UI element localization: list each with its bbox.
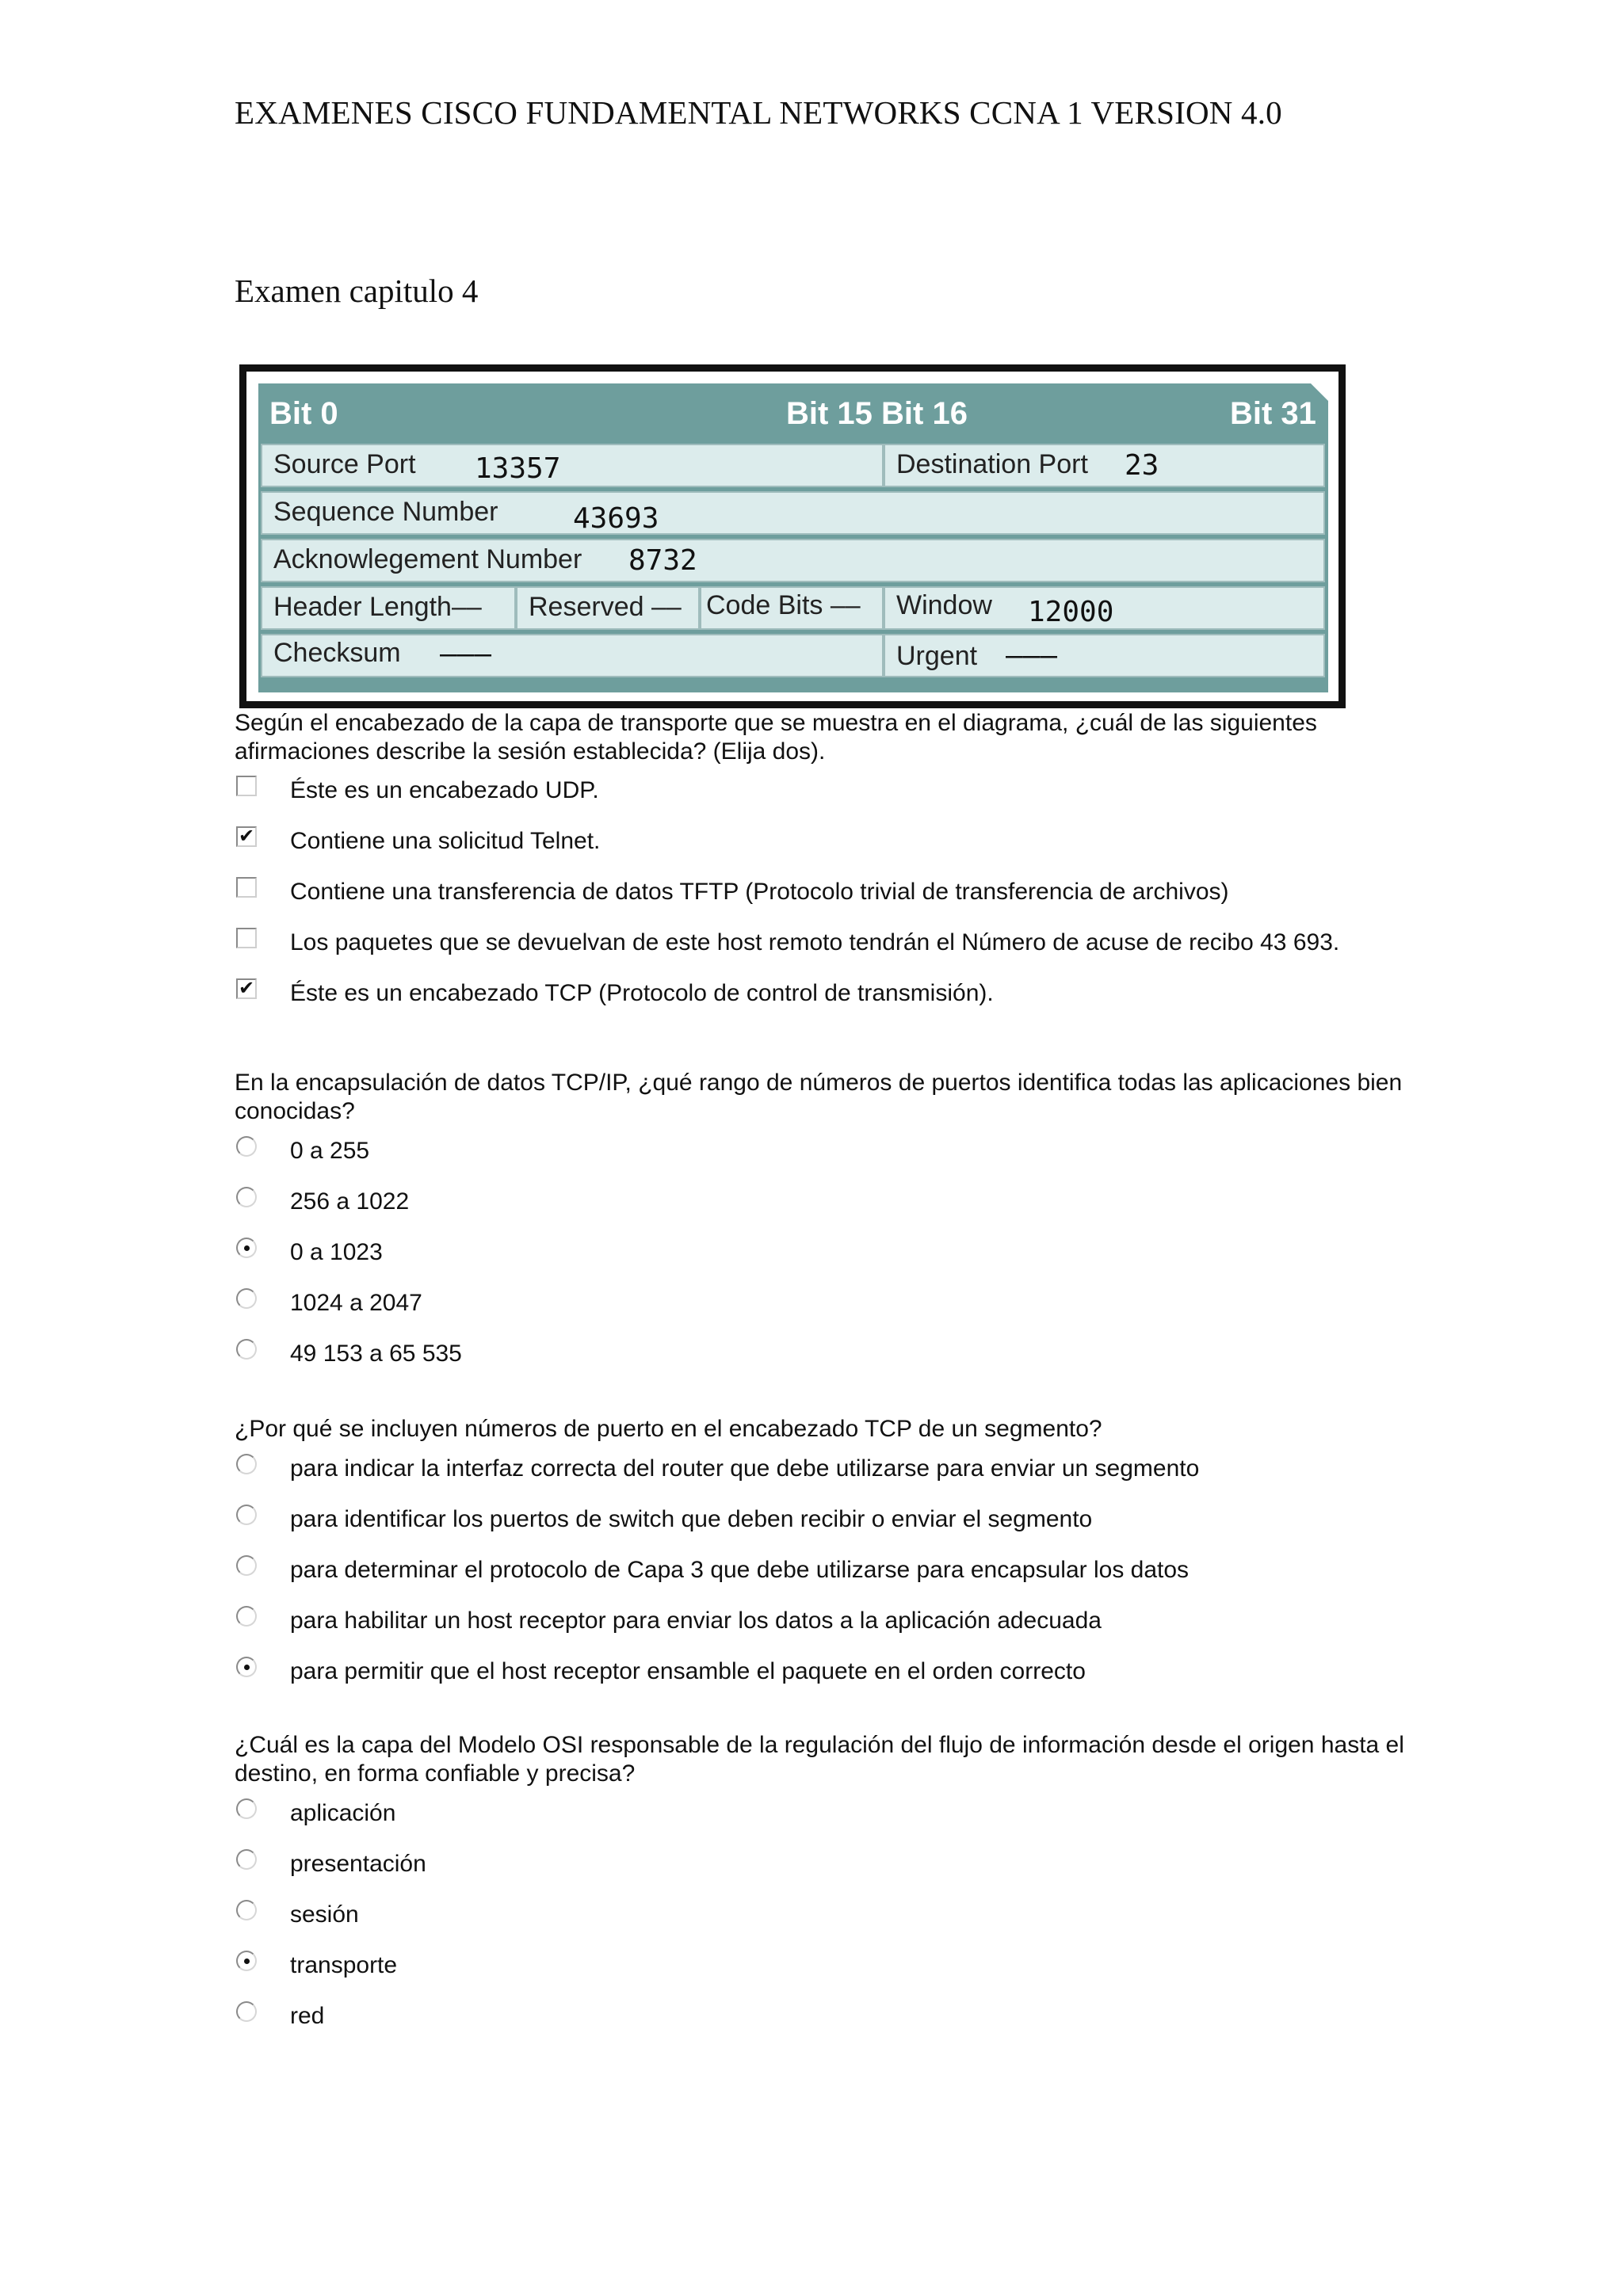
option-label: aplicación	[290, 1800, 396, 1826]
sequence-number-value: 43693	[573, 502, 659, 535]
window-value: 12000	[1028, 596, 1114, 628]
radio-unselected-icon[interactable]	[236, 1505, 257, 1525]
radio-unselected-icon[interactable]	[236, 2001, 257, 2022]
q4-option-5[interactable]	[235, 2000, 710, 2031]
ack-number-value: 8732	[628, 544, 697, 577]
option-label: presentación	[290, 1851, 426, 1877]
option-label: 256 a 1022	[290, 1188, 410, 1215]
option-label: sesión	[290, 1901, 359, 1928]
radio-dot	[244, 1665, 250, 1670]
tcp-row-checksum	[261, 634, 1325, 679]
option-label: para habilitar un host receptor para enviar los datos a la aplicación adecuada	[290, 1608, 1102, 1634]
source-port-cell	[261, 444, 884, 487]
radio-unselected-icon[interactable]	[236, 1900, 257, 1920]
option-label: 0 a 255	[290, 1138, 370, 1164]
sequence-number-cell	[261, 491, 1325, 535]
code-bits-label: Code Bits ––	[706, 590, 861, 620]
radio-unselected-icon[interactable]	[236, 1136, 257, 1157]
option-label: red	[290, 2003, 325, 2029]
chapter-title: Examen capitulo 4	[235, 273, 479, 309]
q3-option-2[interactable]	[235, 1503, 1344, 1535]
ack-number-label: Acknowlegement Number	[273, 544, 582, 574]
bit-31-label: Bit 31	[1230, 396, 1316, 431]
option-label: 49 153 a 65 535	[290, 1341, 462, 1367]
checkbox-unchecked-icon[interactable]	[236, 776, 257, 796]
window-cell	[884, 586, 1325, 630]
option-label: transporte	[290, 1952, 398, 1978]
radio-unselected-icon[interactable]	[236, 1849, 257, 1870]
code-bits-cell	[700, 586, 884, 630]
checksum-cell	[261, 634, 884, 677]
checkbox-checked-icon[interactable]: ✔	[236, 978, 257, 999]
destination-port-cell	[884, 444, 1325, 487]
tcp-header-table	[258, 383, 1328, 692]
checkbox-checked-icon[interactable]: ✔	[236, 826, 257, 847]
tcp-header-diagram	[239, 364, 1346, 708]
ack-number-cell	[261, 539, 1325, 582]
option-label: Éste es un encabezado TCP (Protocolo de control de transmisión).	[290, 980, 994, 1006]
radio-unselected-icon[interactable]	[236, 1555, 257, 1576]
q3-option-3[interactable]	[235, 1554, 1344, 1585]
q1-option-4[interactable]	[235, 926, 1542, 958]
document-header: EXAMENES CISCO FUNDAMENTAL NETWORKS CCNA 1 VERSION 4.0	[235, 94, 1282, 131]
q1-option-2[interactable]	[235, 825, 948, 856]
q4-option-4[interactable]	[235, 1949, 710, 1981]
source-port-label: Source Port	[273, 449, 416, 479]
header-length-label: Header Length––	[273, 592, 482, 622]
radio-unselected-icon[interactable]	[236, 1339, 257, 1360]
radio-unselected-icon[interactable]	[236, 1606, 257, 1627]
radio-unselected-icon[interactable]	[236, 1288, 257, 1309]
header-length-cell	[261, 586, 516, 630]
destination-port-value: 23	[1125, 449, 1159, 482]
q2-option-1[interactable]	[235, 1135, 710, 1166]
q1-option-3[interactable]	[235, 875, 1471, 907]
radio-selected-icon[interactable]	[236, 1238, 257, 1258]
radio-unselected-icon[interactable]	[236, 1798, 257, 1819]
question-1-text: Según el encabezado de la capa de transporte que se muestra en el diagrama, ¿cuál de las siguientes afirmaciones describe la sesión establecida? (Elija dos).	[235, 710, 1317, 765]
option-label: para indicar la interfaz correcta del router que debe utilizarse para enviar un segmento	[290, 1455, 1200, 1482]
radio-dot	[244, 1958, 250, 1964]
source-port-value: 13357	[475, 452, 561, 485]
q1-option-5[interactable]	[235, 977, 1265, 1009]
checkbox-unchecked-icon[interactable]	[236, 928, 257, 948]
destination-port-label: Destination Port	[896, 449, 1088, 479]
q1-option-1[interactable]	[235, 774, 948, 806]
radio-selected-icon[interactable]	[236, 1951, 257, 1971]
checksum-value: –––	[440, 638, 492, 670]
reserved-cell	[516, 586, 700, 630]
q4-option-3[interactable]	[235, 1898, 710, 1930]
option-label: Los paquetes que se devuelvan de este host remoto tendrán el Número de acuse de recibo 43 693.	[290, 929, 1340, 955]
question-4-text: ¿Cuál es la capa del Modelo OSI responsable de la regulación del flujo de información desde el origen hasta el destino, en forma confiable y precisa?	[235, 1732, 1404, 1787]
reserved-label: Reserved ––	[529, 592, 682, 622]
tcp-row-flags	[261, 586, 1325, 631]
option-label: Éste es un encabezado UDP.	[290, 777, 599, 803]
q3-option-4[interactable]	[235, 1604, 1344, 1636]
tcp-row-sequence	[261, 491, 1325, 536]
sequence-number-label: Sequence Number	[273, 497, 498, 527]
q3-option-1[interactable]	[235, 1452, 1344, 1484]
option-label: 0 a 1023	[290, 1239, 383, 1265]
checkbox-unchecked-icon[interactable]	[236, 877, 257, 898]
urgent-label: Urgent	[896, 641, 978, 671]
q2-option-3[interactable]	[235, 1236, 710, 1268]
option-label: para identificar los puertos de switch que deben recibir o enviar el segmento	[290, 1506, 1093, 1532]
window-label: Window	[896, 590, 992, 620]
radio-dot	[244, 1245, 250, 1251]
option-label: para determinar el protocolo de Capa 3 que debe utilizarse para encapsular los datos	[290, 1557, 1190, 1583]
bit-0-label: Bit 0	[269, 396, 338, 431]
option-label: para permitir que el host receptor ensamble el paquete en el orden correcto	[290, 1658, 1086, 1684]
urgent-cell	[884, 634, 1325, 677]
tcp-row-ports	[261, 444, 1325, 489]
urgent-value: –––	[1006, 639, 1058, 672]
tcp-row-ack	[261, 539, 1325, 584]
question-3-text: ¿Por qué se incluyen números de puerto en el encabezado TCP de un segmento?	[235, 1416, 1102, 1442]
q3-option-5[interactable]	[235, 1655, 1344, 1687]
q2-option-4[interactable]	[235, 1287, 710, 1318]
q4-option-1[interactable]	[235, 1797, 710, 1829]
q2-option-5[interactable]	[235, 1337, 710, 1369]
question-2-text: En la encapsulación de datos TCP/IP, ¿qué rango de números de puertos identifica todas las aplicaciones bien conocidas?	[235, 1070, 1403, 1124]
radio-unselected-icon[interactable]	[236, 1187, 257, 1207]
radio-selected-icon[interactable]	[236, 1657, 257, 1677]
option-label: Contiene una transferencia de datos TFTP (Protocolo trivial de transferencia de archivos)	[290, 879, 1229, 905]
bit-15-16-label: Bit 15 Bit 16	[786, 396, 968, 431]
checksum-label: Checksum	[273, 638, 401, 668]
option-label: 1024 a 2047	[290, 1290, 422, 1316]
option-label: Contiene una solicitud Telnet.	[290, 828, 601, 854]
q4-option-2[interactable]	[235, 1848, 710, 1879]
q2-option-2[interactable]	[235, 1185, 710, 1217]
radio-unselected-icon[interactable]	[236, 1454, 257, 1474]
